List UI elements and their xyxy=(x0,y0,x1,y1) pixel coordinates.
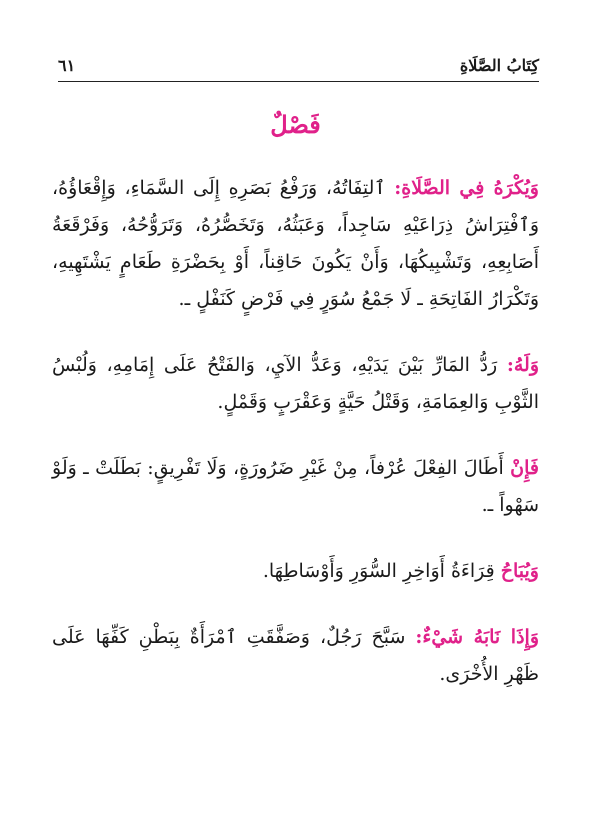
paragraph-alerting xyxy=(52,619,539,693)
body-text xyxy=(52,170,539,722)
paragraph-invalidation xyxy=(52,450,539,524)
paragraph-lead: وَيُبَاحُ xyxy=(500,560,539,582)
paragraph-text: قِرَاءَةُ أَوَاخِرِ السُّوَرِ وَأَوْسَاطِهَا. xyxy=(262,560,501,582)
page-header xyxy=(58,52,539,78)
header-divider xyxy=(58,81,539,82)
paragraph-recitation xyxy=(52,553,539,590)
paragraph-lead: وَيُكْرَهُ فِي الصَّلَاةِ: xyxy=(394,177,539,199)
paragraph-text: أَطَالَ الفِعْلَ عُرْفاً، مِنْ غَيْرِ ضَرُورَةٍ، وَلَا تَفْرِيقٍ: بَطَلَتْ ـ وَلَوْ سَهْواً ـ. xyxy=(52,457,539,516)
paragraph-text: ٱلتِفَاتُهُ، وَرَفْعُ بَصَرِهِ إِلَى السَّمَاءِ، وَإِقْعَاؤُهُ، وَٱفْتِرَاشُ ذِرَاعَيْهِ سَاجِداً، وَعَبَثُهُ، وَتَخَصُّرُهُ، وَتَرَوُّحُهُ، وَفَرْقَعَةُ أَصَابِعِهِ، وَتَشْبِيكُهَا، وَأَنْ يَكُونَ حَاقِناً، أَوْ بِحَضْرَةِ طَعَامٍ يَشْتَهِيهِ، وَتَكْرَارُ الفَاتِحَةِ ـ لَا جَمْعُ سُوَرٍ فِي فَرْضٍ كَنَفْلٍ ـ. xyxy=(52,177,539,310)
paragraph-text: سَبَّحَ رَجُلٌ، وَصَفَّقَتِ ٱمْرَأَةٌ بِبَطْنِ كَفِّهَا عَلَى ظَهْرِ الأُخْرَى. xyxy=(52,626,539,685)
paragraph-makruhat xyxy=(52,170,539,318)
running-head-book-title: كِتَابُ الصَّلَاةِ xyxy=(459,55,539,75)
section-title: فَصْلٌ xyxy=(270,110,321,139)
page-number: ٦١ xyxy=(58,55,76,75)
paragraph-lead: وَلَهُ: xyxy=(506,354,539,376)
paragraph-permitted-actions xyxy=(52,347,539,421)
paragraph-text: رَدُّ المَارِّ بَيْنَ يَدَيْهِ، وَعَدُّ الآيِ، وَالفَتْحُ عَلَى إِمَامِهِ، وَلُبْسُ الثَّوْبِ وَالعِمَامَةِ، وَقَتْلُ حَيَّةٍ وَعَقْرَبٍ وَقَمْلٍ. xyxy=(52,354,539,413)
paragraph-lead: وَإِذَا نَابَهُ شَيْءٌ: xyxy=(415,626,539,648)
paragraph-lead: فَإِنْ xyxy=(510,457,539,479)
